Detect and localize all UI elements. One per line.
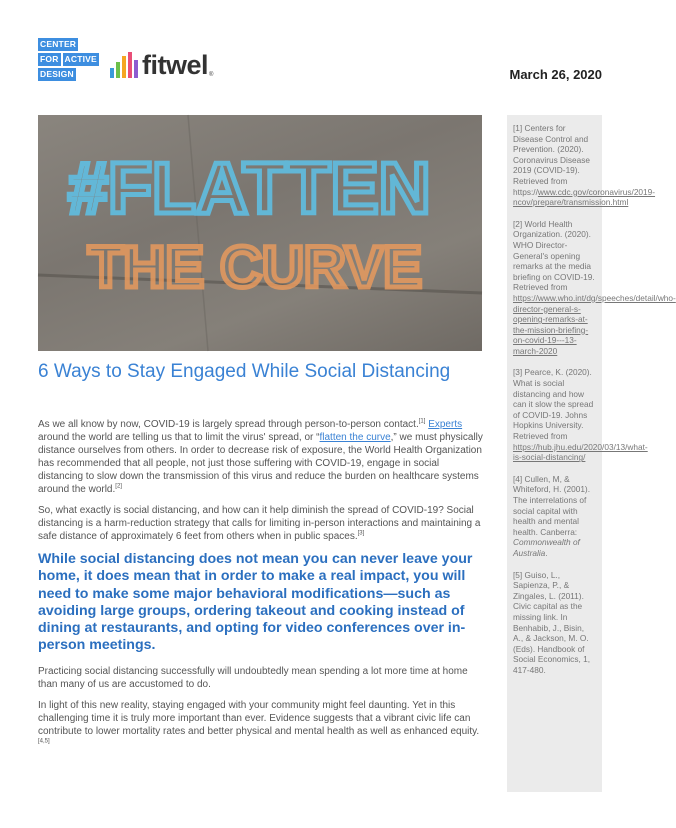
- reference-text: .: [545, 547, 548, 558]
- paragraph-4: [38, 699, 486, 751]
- reference-1: [513, 123, 656, 208]
- logo-word: DESIGN: [40, 69, 74, 79]
- reference-2: [513, 218, 676, 357]
- registered-mark: ®: [209, 72, 214, 78]
- flatten-the-curve-link[interactable]: flatten the curve: [319, 432, 391, 443]
- reference-4: [513, 474, 596, 559]
- paragraph-text: So, what exactly is social distancing, and how can it help diminish the spread of COVID-19? Social distancing is a harm-reduction strategy that calls for limiting in-person interactions and maintaining a safe distance of approximately 6 feet from others when in public spaces.: [38, 505, 481, 542]
- paragraph-3: Practicing social distancing successfully will undoubtedly mean spending a lot more time at home than many of us are accustomed to do.: [38, 665, 468, 690]
- reference-5: [513, 570, 596, 676]
- pull-quote: While social distancing does not mean you can never leave your home, it does mean that in order to make a real impact, you will need to make some major behavioral modifications—such as avoiding large groups, ordering takeout and cooking instead of dining at restaurants, and opting for video conferences over in-person meetings.: [38, 551, 473, 654]
- article-title: 6 Ways to Stay Engaged While Social Distancing: [38, 361, 451, 382]
- paragraph-2: [38, 504, 486, 543]
- reference-publisher: Commonwealth of Australia: [513, 537, 580, 558]
- hero-chalk-line-1: #FLATTEN: [68, 149, 431, 229]
- experts-link[interactable]: Experts: [428, 419, 463, 430]
- reference-link[interactable]: https://www.who.int/dg/speeches/detail/who-director-general-s-opening-remarks-at-the-mission-briefing-on-covid-19---13-march-2020: [513, 292, 676, 356]
- logo-word: CENTER: [40, 39, 77, 49]
- fitwel-wordmark: fitwel: [142, 50, 209, 80]
- reference-text: [4] Cullen, M, & Whiteford, H. (2001). The interrelations of social capital with health and mental health. Canberra:: [513, 473, 591, 537]
- publish-date: March 26, 2020: [509, 67, 602, 82]
- hero-photo-flatten-the-curve: [38, 115, 482, 351]
- fitwel-logo: [110, 48, 213, 78]
- reference-text: [3] Pearce, K. (2020). What is social distancing and how can it slow the spread of COVID-19. Johns Hopkins University. Retrieved from: [513, 367, 594, 442]
- citation: [2]: [115, 483, 122, 490]
- reference-text: [5] Guiso, L., Sapienza, P., & Zingales, L. (2011). Civic capital as the missing link. In Benhabib, J., Bisin, A., & Jackson, M. O. (Eds). Handbook of Social Economics, 1, 417-480.: [513, 569, 591, 675]
- paragraph-text: ,” we must physically distance ourselves from others. In order to decrease risk of exposure, the World Health Organization has recommended that all people, not just those suffering with COVID-19, engage in social distancing to slow down the transmission of this virus and reduce the burden on healthcare systems around the world.: [38, 432, 483, 495]
- paragraph-text: In light of this new reality, staying engaged with your community might feel daunting. Yet in this challenging time it is truly more important than ever. Evidence suggests that a vibrant civic life can contribute to lower mortality rates and better physical and mental health as well as enhanced equity.: [38, 699, 480, 737]
- citation: [1]: [418, 418, 426, 425]
- citation: [4,5]: [38, 738, 50, 745]
- fitwel-bars-icon: [110, 52, 138, 78]
- article-body: [38, 418, 486, 759]
- logo-word: FOR: [40, 54, 59, 64]
- reference-link[interactable]: www.cdc.gov/coronavirus/2019-ncov/prepare/transmission.html: [513, 186, 656, 208]
- reference-3: [513, 367, 648, 463]
- reference-text: [2] World Health Organization. (2020). WHO Director-General's opening remarks at the media briefing on COVID-19. Retrieved from: [513, 218, 595, 293]
- center-for-active-design-logo: [38, 38, 104, 83]
- logo-word: ACTIVE: [64, 54, 97, 64]
- references-sidebar: [507, 115, 676, 792]
- citation: [3]: [357, 530, 365, 537]
- reference-text: [1] Centers for Disease Control and Prevention. (2020). Coronavirus Disease 2019 (COVID-19). Retrieved from https://: [513, 123, 591, 197]
- paragraph-text: As we all know by now, COVID-19 is largely spread through person-to-person contact.: [38, 419, 419, 430]
- paragraph-text: around the world are telling us that to limit the virus' spread, or “: [38, 432, 320, 443]
- paragraph-1: [38, 418, 486, 496]
- hero-chalk-line-2: THE CURVE: [88, 235, 423, 300]
- reference-link[interactable]: https://hub.jhu.edu/2020/03/13/what-is-social-distancing/: [513, 441, 648, 463]
